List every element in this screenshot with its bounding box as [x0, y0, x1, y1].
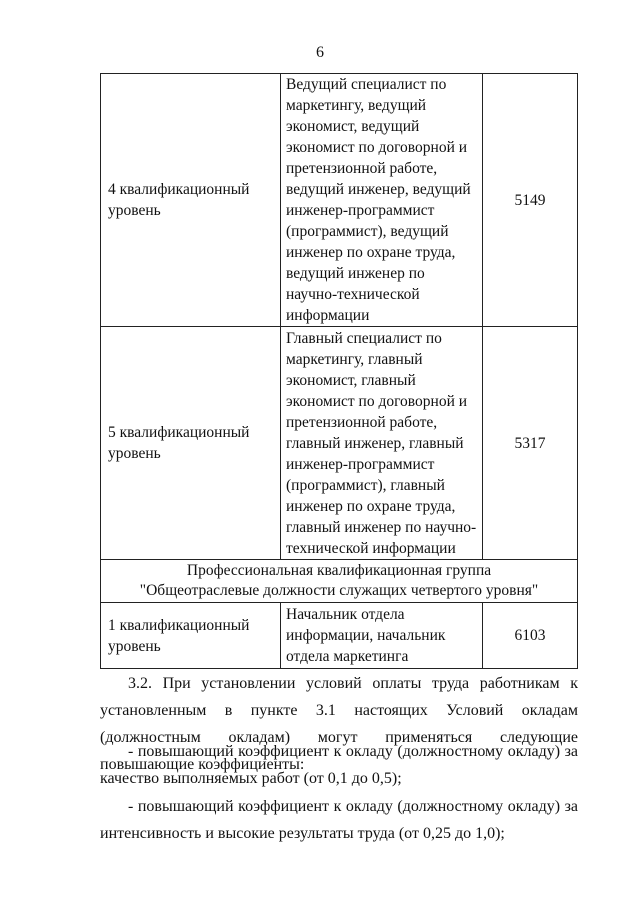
salary-cell: 5317 — [483, 327, 578, 560]
group-header-title: Профессиональная квалификационная группа — [186, 562, 492, 579]
positions-cell: Ведущий специалист по маркетингу, ведущий экономист, ведущий экономист по договорной и претензионной работе, ведущий инженер, ведущий инженер-программист (программист), ведущий инженер по охране труда, ведущий инженер по научно-технической информации — [281, 74, 483, 327]
qualification-level-cell: 5 квалификационный уровень — [101, 327, 281, 560]
positions-cell: Начальник отдела информации, начальник отдела маркетинга — [281, 603, 483, 669]
coefficient-item: - повышающий коэффициент к окладу (должностному окладу) за качество выполняемых работ (от 0,1 до 0,5); — [100, 743, 578, 787]
table-row — [101, 327, 578, 560]
coefficient-item: - повышающий коэффициент к окладу (должностному окладу) за интенсивность и высокие результаты труда (от 0,25 до 1,0); — [100, 798, 578, 842]
salary-cell: 6103 — [483, 603, 578, 669]
group-header-cell — [101, 560, 578, 603]
page-number: 6 — [316, 44, 324, 61]
qualification-table — [100, 73, 578, 669]
table-row — [101, 74, 578, 327]
salary-cell: 5149 — [483, 74, 578, 327]
group-header-subtitle: "Общеотраслевые должности служащих четвертого уровня" — [139, 582, 539, 599]
group-header-row — [101, 560, 578, 603]
qualification-level-cell: 4 квалификационный уровень — [101, 74, 281, 327]
positions-cell: Главный специалист по маркетингу, главный экономист, главный экономист по договорной и претензионной работе, главный инженер, главный инженер-программист (программист), главный инженер по охране труда, главный инженер по научно-технической информации — [281, 327, 483, 560]
clause-paragraph: 3.2. При установлении условий оплаты труда работникам к установленным в пункте 3.1 настоящих Условий окладам (должностным окладам) могут применяться следующие повышающие коэффициенты: — [100, 675, 578, 773]
qualification-level-cell: 1 квалификационный уровень — [101, 603, 281, 669]
table-row — [101, 603, 578, 669]
